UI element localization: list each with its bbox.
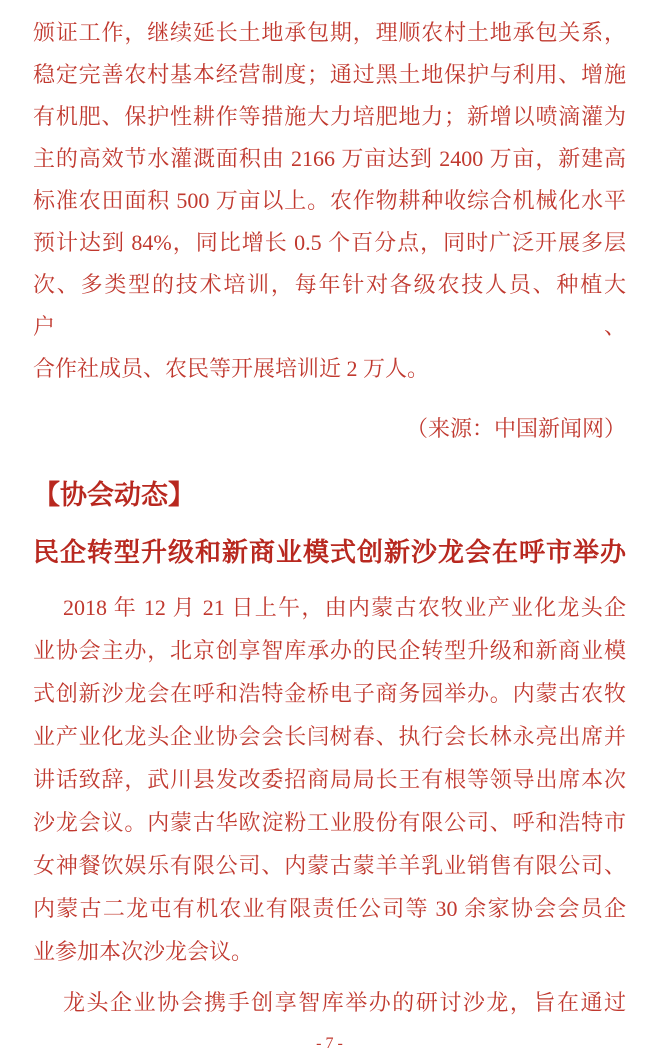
text-line: 标准农田面积 500 万亩以上。农作物耕种收综合机械化水平 (33, 188, 626, 213)
text-line: 女神餐饮娱乐有限公司、内蒙古蒙羊羊乳业销售有限公司、 (33, 853, 626, 878)
article-paragraph (33, 586, 626, 973)
text-line: 讲话致辞，武川县发改委招商局局长王有根等领导出席本次 (33, 767, 626, 792)
text-line: 业协会主办，北京创享智库承办的民企转型升级和新商业模 (33, 638, 626, 663)
text-line: 次、多类型的技术培训，每年针对各级农技人员、种植大户、 (33, 272, 626, 339)
text-line: 稳定完善农村基本经营制度；通过黑土地保护与利用、增施 (33, 62, 626, 87)
text-line: 有机肥、保护性耕作等措施大力培肥地力；新增以喷滴灌为 (33, 104, 626, 129)
text-line: 内蒙古二龙屯有机农业有限责任公司等 30 余家协会会员企 (33, 896, 626, 921)
text-line: 预计达到 84%，同比增长 0.5 个百分点，同时广泛开展多层 (33, 230, 626, 255)
text-line: 业产业化龙头企业协会会长闫树春、执行会长林永亮出席并 (33, 724, 626, 749)
text-line: 颁证工作，继续延长土地承包期，理顺农村土地承包关系， (33, 20, 626, 45)
previous-article-paragraph (33, 12, 626, 390)
source-attribution: （来源：中国新闻网） (405, 416, 626, 441)
text-line: 2018 年 12 月 21 日上午，由内蒙古农牧业产业化龙头企 (63, 595, 626, 620)
page-number: - 7 - (316, 1035, 343, 1052)
text-line: 式创新沙龙会在呼和浩特金桥电子商务园举办。内蒙古农牧 (33, 681, 626, 706)
section-header: 【协会动态】 (33, 480, 195, 510)
text-line: 业参加本次沙龙会议。 (33, 939, 254, 964)
article-paragraph-continued (33, 981, 626, 1024)
article-headline: 民企转型升级和新商业模式创新沙龙会在呼市举办 (33, 538, 626, 567)
text-line: 主的高效节水灌溉面积由 2166 万亩达到 2400 万亩，新建高 (33, 146, 626, 171)
text-line: 龙头企业协会携手创享智库举办的研讨沙龙，旨在通过 (63, 990, 626, 1015)
text-line: 合作社成员、农民等开展培训近 2 万人。 (33, 356, 430, 381)
text-line: 沙龙会议。内蒙古华欧淀粉工业股份有限公司、呼和浩特市 (33, 810, 626, 835)
